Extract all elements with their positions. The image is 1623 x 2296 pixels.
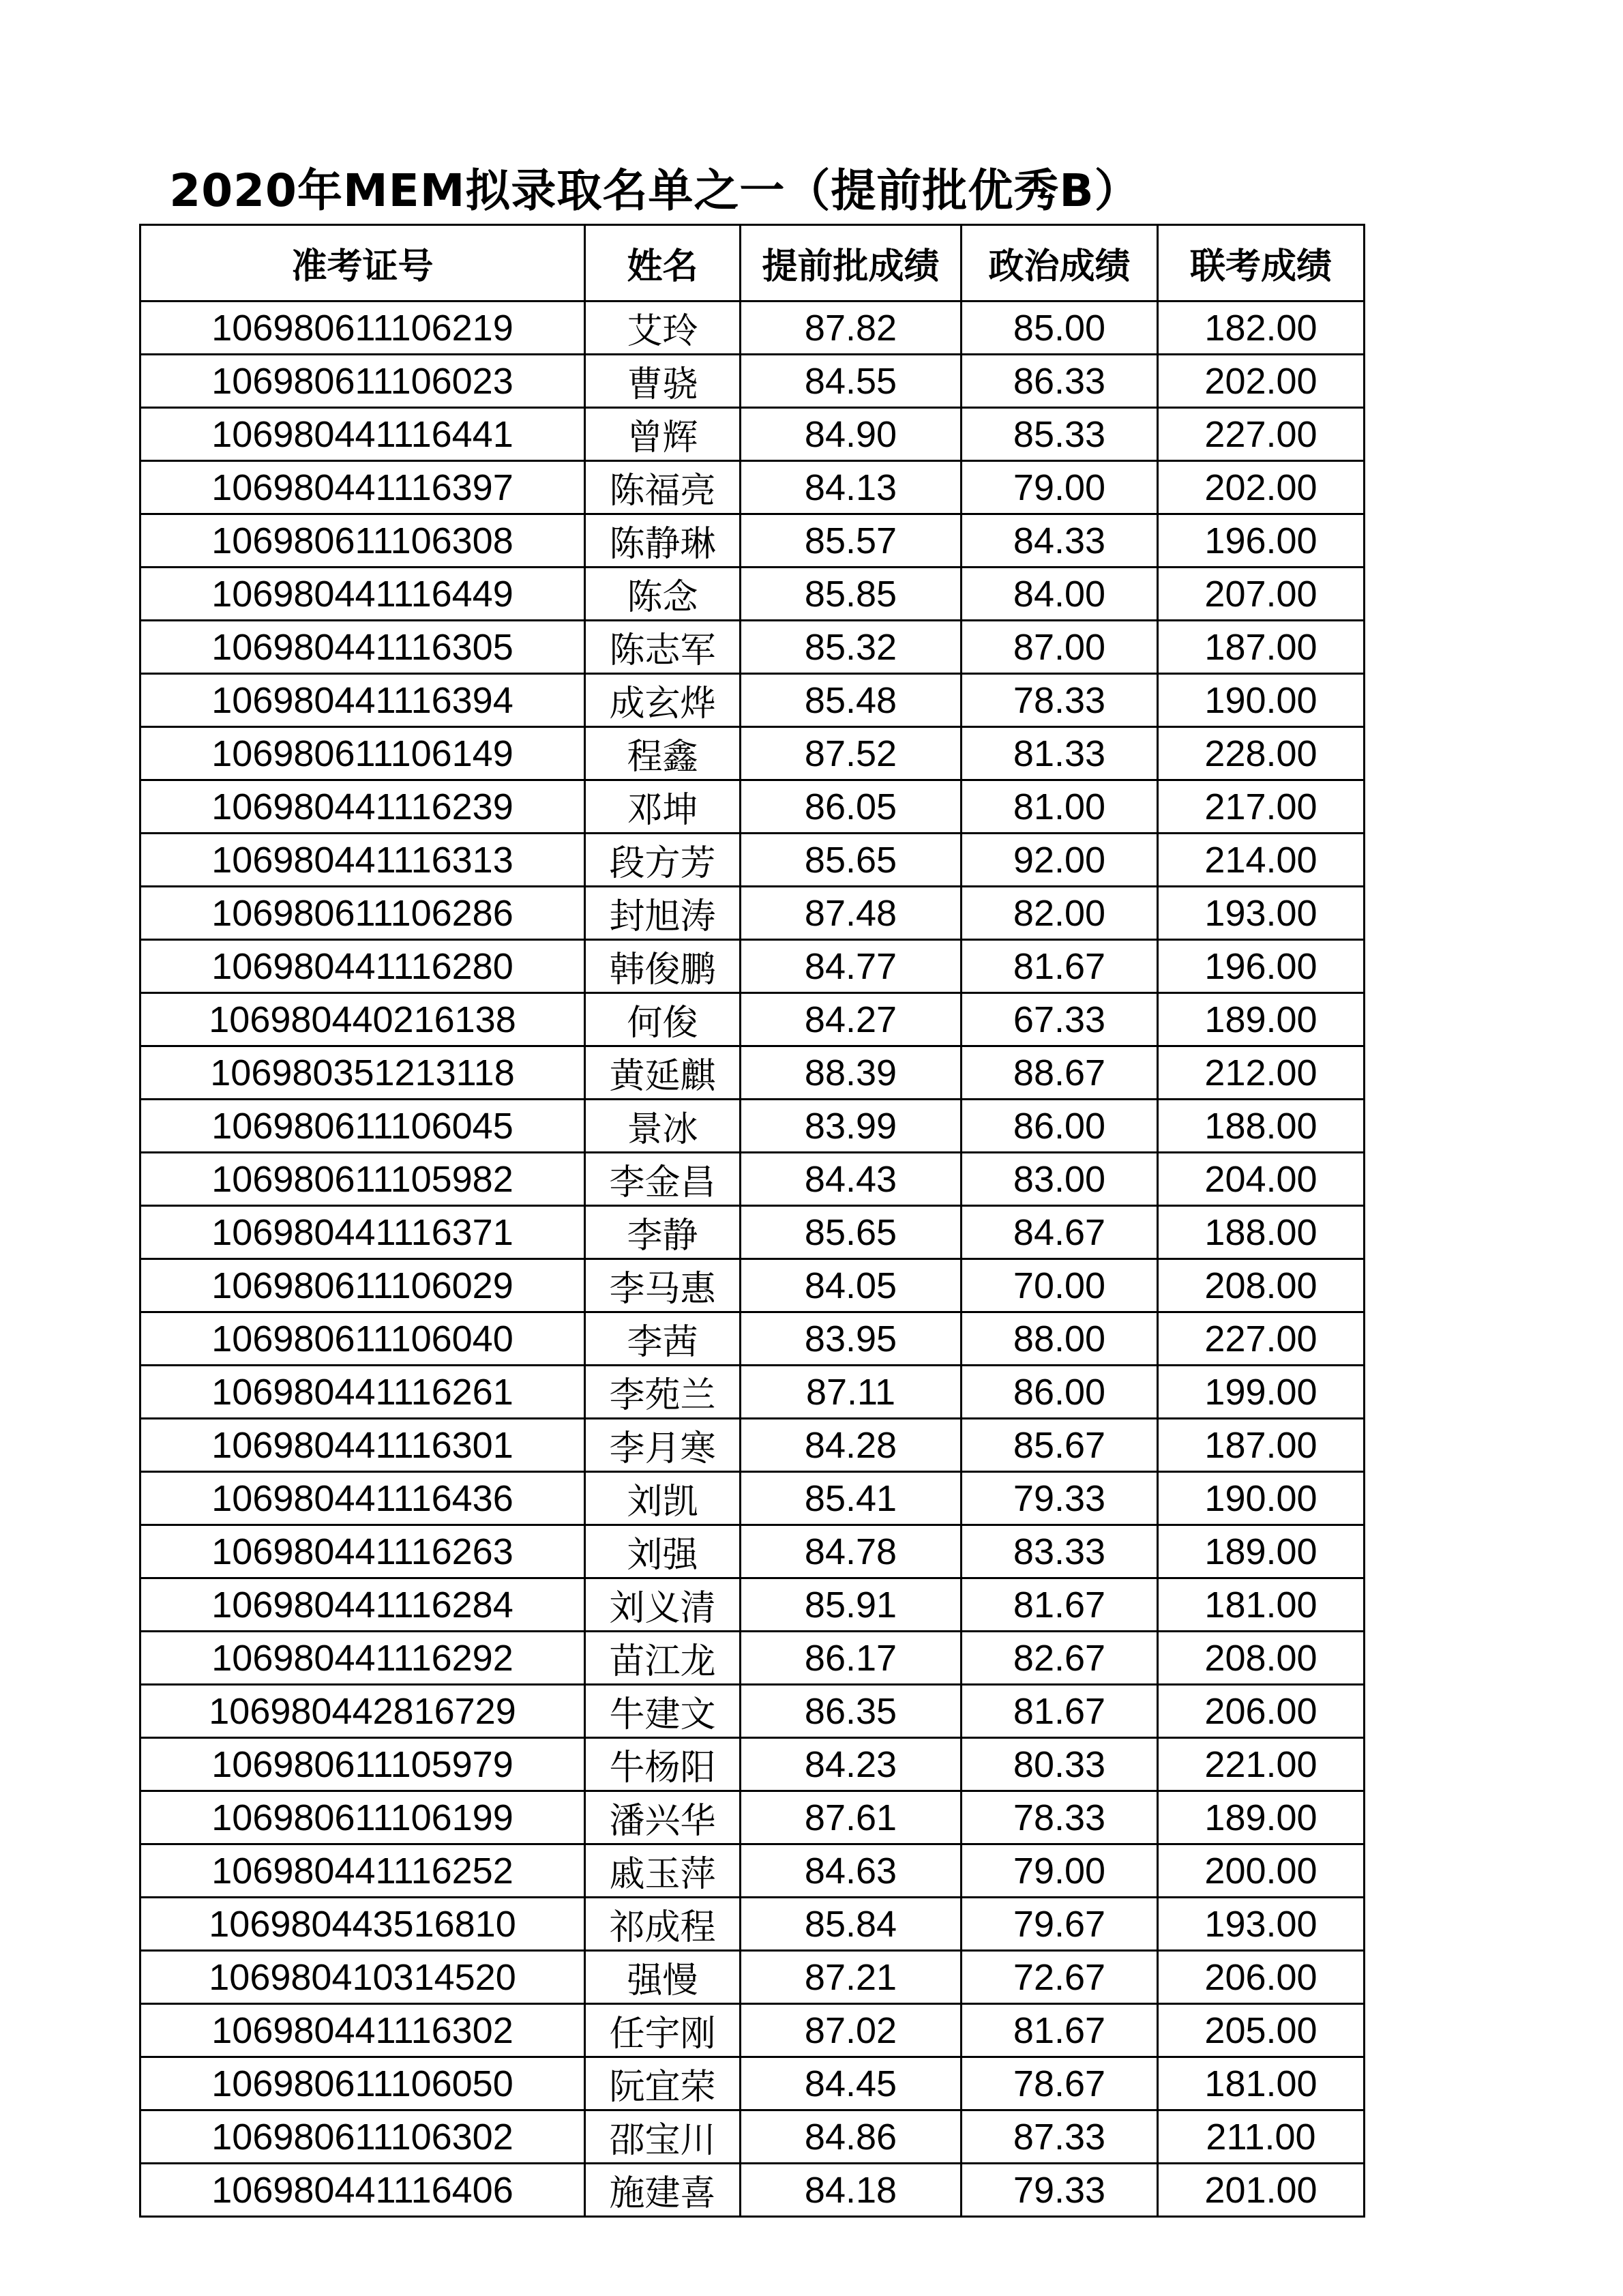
cell-politics-score: 78.67 (962, 2057, 1158, 2110)
cell-joint-exam-score: 189.00 (1158, 1525, 1365, 1578)
cell-exam-id: 106980441116263 (140, 1525, 585, 1578)
cell-exam-id: 106980441116397 (140, 461, 585, 514)
cell-joint-exam-score: 227.00 (1158, 408, 1365, 461)
cell-politics-score: 84.33 (962, 514, 1158, 568)
cell-joint-exam-score: 202.00 (1158, 355, 1365, 408)
cell-joint-exam-score: 221.00 (1158, 1738, 1365, 1791)
header-name: 姓名 (585, 225, 741, 301)
table-row (140, 993, 1365, 1046)
cell-name: 韩俊鹏 (585, 940, 741, 993)
cell-name: 何俊 (585, 993, 741, 1046)
table-row (140, 1312, 1365, 1366)
cell-name: 景冰 (585, 1100, 741, 1153)
cell-early-batch-score: 83.95 (741, 1312, 962, 1366)
cell-name: 刘义清 (585, 1578, 741, 1632)
cell-exam-id: 106980441116441 (140, 408, 585, 461)
table-row (140, 2057, 1365, 2110)
table-row (140, 1046, 1365, 1100)
cell-name: 段方芳 (585, 834, 741, 887)
cell-name: 李茜 (585, 1312, 741, 1366)
cell-exam-id: 106980441116305 (140, 621, 585, 674)
cell-politics-score: 83.33 (962, 1525, 1158, 1578)
cell-joint-exam-score: 201.00 (1158, 2164, 1365, 2217)
cell-exam-id: 106980441116302 (140, 2004, 585, 2057)
table-row (140, 1525, 1365, 1578)
cell-politics-score: 81.67 (962, 1685, 1158, 1738)
cell-name: 陈福亮 (585, 461, 741, 514)
cell-early-batch-score: 83.99 (741, 1100, 962, 1153)
cell-early-batch-score: 85.41 (741, 1472, 962, 1525)
cell-exam-id: 106980611106302 (140, 2110, 585, 2164)
cell-early-batch-score: 84.63 (741, 1844, 962, 1898)
cell-early-batch-score: 87.82 (741, 301, 962, 355)
cell-joint-exam-score: 193.00 (1158, 887, 1365, 940)
cell-joint-exam-score: 200.00 (1158, 1844, 1365, 1898)
cell-early-batch-score: 84.23 (741, 1738, 962, 1791)
cell-early-batch-score: 84.28 (741, 1419, 962, 1472)
cell-politics-score: 81.67 (962, 940, 1158, 993)
cell-early-batch-score: 84.78 (741, 1525, 962, 1578)
cell-politics-score: 87.00 (962, 621, 1158, 674)
cell-exam-id: 106980441116261 (140, 1366, 585, 1419)
cell-early-batch-score: 88.39 (741, 1046, 962, 1100)
cell-joint-exam-score: 211.00 (1158, 2110, 1365, 2164)
cell-exam-id: 106980441116313 (140, 834, 585, 887)
cell-early-batch-score: 85.65 (741, 834, 962, 887)
table-row (140, 408, 1365, 461)
cell-joint-exam-score: 189.00 (1158, 1791, 1365, 1844)
cell-joint-exam-score: 181.00 (1158, 2057, 1365, 2110)
admission-list-table (139, 224, 1365, 2218)
cell-name: 苗江龙 (585, 1632, 741, 1685)
cell-politics-score: 78.33 (962, 1791, 1158, 1844)
cell-exam-id: 106980440216138 (140, 993, 585, 1046)
table-body (140, 301, 1365, 2217)
cell-early-batch-score: 85.85 (741, 568, 962, 621)
cell-exam-id: 106980611106045 (140, 1100, 585, 1153)
cell-exam-id: 106980441116449 (140, 568, 585, 621)
cell-exam-id: 106980443516810 (140, 1898, 585, 1951)
cell-joint-exam-score: 181.00 (1158, 1578, 1365, 1632)
cell-exam-id: 106980611106308 (140, 514, 585, 568)
cell-exam-id: 106980351213118 (140, 1046, 585, 1100)
cell-exam-id: 106980441116406 (140, 2164, 585, 2217)
cell-early-batch-score: 87.52 (741, 727, 962, 780)
cell-exam-id: 106980441116284 (140, 1578, 585, 1632)
cell-exam-id: 106980611106040 (140, 1312, 585, 1366)
table-row (140, 1632, 1365, 1685)
cell-joint-exam-score: 205.00 (1158, 2004, 1365, 2057)
cell-early-batch-score: 87.02 (741, 2004, 962, 2057)
cell-name: 邵宝川 (585, 2110, 741, 2164)
cell-early-batch-score: 87.61 (741, 1791, 962, 1844)
table-row (140, 461, 1365, 514)
cell-politics-score: 79.00 (962, 1844, 1158, 1898)
cell-joint-exam-score: 188.00 (1158, 1100, 1365, 1153)
cell-exam-id: 106980611106029 (140, 1259, 585, 1312)
cell-joint-exam-score: 196.00 (1158, 940, 1365, 993)
cell-name: 阮宜荣 (585, 2057, 741, 2110)
table-row (140, 355, 1365, 408)
cell-early-batch-score: 84.77 (741, 940, 962, 993)
cell-name: 曾辉 (585, 408, 741, 461)
table-row (140, 301, 1365, 355)
cell-exam-id: 106980441116280 (140, 940, 585, 993)
cell-name: 刘强 (585, 1525, 741, 1578)
cell-name: 强慢 (585, 1951, 741, 2004)
table-row (140, 940, 1365, 993)
cell-exam-id: 106980611106199 (140, 1791, 585, 1844)
table-row (140, 1738, 1365, 1791)
cell-joint-exam-score: 187.00 (1158, 1419, 1365, 1472)
cell-name: 牛建文 (585, 1685, 741, 1738)
cell-early-batch-score: 84.90 (741, 408, 962, 461)
cell-politics-score: 67.33 (962, 993, 1158, 1046)
cell-name: 李金昌 (585, 1153, 741, 1206)
cell-name: 牛杨阳 (585, 1738, 741, 1791)
cell-exam-id: 106980611106149 (140, 727, 585, 780)
cell-name: 程鑫 (585, 727, 741, 780)
cell-joint-exam-score: 190.00 (1158, 674, 1365, 727)
table-row (140, 834, 1365, 887)
table-row (140, 1951, 1365, 2004)
cell-early-batch-score: 84.13 (741, 461, 962, 514)
cell-joint-exam-score: 217.00 (1158, 780, 1365, 834)
cell-politics-score: 86.00 (962, 1100, 1158, 1153)
cell-early-batch-score: 85.32 (741, 621, 962, 674)
cell-joint-exam-score: 206.00 (1158, 1951, 1365, 2004)
cell-early-batch-score: 85.65 (741, 1206, 962, 1259)
table-row (140, 1153, 1365, 1206)
cell-exam-id: 106980611105979 (140, 1738, 585, 1791)
cell-name: 陈静琳 (585, 514, 741, 568)
cell-exam-id: 106980611106286 (140, 887, 585, 940)
cell-early-batch-score: 87.48 (741, 887, 962, 940)
cell-name: 邓坤 (585, 780, 741, 834)
cell-politics-score: 87.33 (962, 2110, 1158, 2164)
cell-early-batch-score: 84.27 (741, 993, 962, 1046)
cell-name: 陈志军 (585, 621, 741, 674)
cell-politics-score: 79.67 (962, 1898, 1158, 1951)
cell-politics-score: 86.00 (962, 1366, 1158, 1419)
cell-name: 黄延麒 (585, 1046, 741, 1100)
cell-politics-score: 81.00 (962, 780, 1158, 834)
cell-name: 任宇刚 (585, 2004, 741, 2057)
cell-name: 祁成程 (585, 1898, 741, 1951)
cell-politics-score: 78.33 (962, 674, 1158, 727)
table-row (140, 568, 1365, 621)
cell-exam-id: 106980442816729 (140, 1685, 585, 1738)
table-row (140, 1206, 1365, 1259)
cell-exam-id: 106980441116239 (140, 780, 585, 834)
cell-early-batch-score: 84.45 (741, 2057, 962, 2110)
cell-politics-score: 86.33 (962, 355, 1158, 408)
cell-politics-score: 81.67 (962, 1578, 1158, 1632)
cell-exam-id: 106980611105982 (140, 1153, 585, 1206)
cell-politics-score: 81.33 (962, 727, 1158, 780)
table-header-row (140, 225, 1365, 301)
cell-early-batch-score: 85.57 (741, 514, 962, 568)
cell-exam-id: 106980441116301 (140, 1419, 585, 1472)
cell-early-batch-score: 84.05 (741, 1259, 962, 1312)
table-row (140, 1578, 1365, 1632)
table-row (140, 1898, 1365, 1951)
cell-name: 陈念 (585, 568, 741, 621)
cell-politics-score: 81.67 (962, 2004, 1158, 2057)
cell-joint-exam-score: 214.00 (1158, 834, 1365, 887)
cell-politics-score: 84.00 (962, 568, 1158, 621)
cell-early-batch-score: 84.55 (741, 355, 962, 408)
cell-joint-exam-score: 188.00 (1158, 1206, 1365, 1259)
header-politics-score: 政治成绩 (962, 225, 1158, 301)
cell-early-batch-score: 84.43 (741, 1153, 962, 1206)
table-row (140, 674, 1365, 727)
cell-exam-id: 106980441116394 (140, 674, 585, 727)
cell-early-batch-score: 86.05 (741, 780, 962, 834)
cell-politics-score: 79.33 (962, 2164, 1158, 2217)
cell-joint-exam-score: 208.00 (1158, 1259, 1365, 1312)
cell-politics-score: 84.67 (962, 1206, 1158, 1259)
cell-name: 施建喜 (585, 2164, 741, 2217)
table-row (140, 1685, 1365, 1738)
cell-politics-score: 85.67 (962, 1419, 1158, 1472)
cell-politics-score: 82.00 (962, 887, 1158, 940)
cell-joint-exam-score: 207.00 (1158, 568, 1365, 621)
cell-politics-score: 92.00 (962, 834, 1158, 887)
cell-early-batch-score: 85.48 (741, 674, 962, 727)
cell-joint-exam-score: 204.00 (1158, 1153, 1365, 1206)
cell-joint-exam-score: 190.00 (1158, 1472, 1365, 1525)
cell-joint-exam-score: 189.00 (1158, 993, 1365, 1046)
cell-joint-exam-score: 227.00 (1158, 1312, 1365, 1366)
header-exam-id: 准考证号 (140, 225, 585, 301)
page-title: 2020年MEM拟录取名单之一（提前批优秀B） (169, 164, 1140, 217)
cell-politics-score: 72.67 (962, 1951, 1158, 2004)
cell-joint-exam-score: 208.00 (1158, 1632, 1365, 1685)
cell-joint-exam-score: 193.00 (1158, 1898, 1365, 1951)
cell-politics-score: 79.00 (962, 461, 1158, 514)
cell-politics-score: 88.00 (962, 1312, 1158, 1366)
cell-joint-exam-score: 182.00 (1158, 301, 1365, 355)
cell-name: 李月寒 (585, 1419, 741, 1472)
table-row (140, 2164, 1365, 2217)
cell-exam-id: 106980611106050 (140, 2057, 585, 2110)
table-row (140, 1472, 1365, 1525)
cell-joint-exam-score: 202.00 (1158, 461, 1365, 514)
cell-joint-exam-score: 212.00 (1158, 1046, 1365, 1100)
cell-name: 李马惠 (585, 1259, 741, 1312)
cell-joint-exam-score: 196.00 (1158, 514, 1365, 568)
cell-exam-id: 106980441116292 (140, 1632, 585, 1685)
cell-politics-score: 80.33 (962, 1738, 1158, 1791)
table-row (140, 1791, 1365, 1844)
table-row (140, 1419, 1365, 1472)
table-row (140, 780, 1365, 834)
cell-name: 艾玲 (585, 301, 741, 355)
header-joint-exam-score: 联考成绩 (1158, 225, 1365, 301)
header-early-batch-score: 提前批成绩 (741, 225, 962, 301)
cell-exam-id: 106980611106023 (140, 355, 585, 408)
table-row (140, 1366, 1365, 1419)
table-row (140, 1844, 1365, 1898)
cell-exam-id: 106980611106219 (140, 301, 585, 355)
cell-early-batch-score: 85.91 (741, 1578, 962, 1632)
cell-politics-score: 85.33 (962, 408, 1158, 461)
cell-early-batch-score: 86.35 (741, 1685, 962, 1738)
cell-politics-score: 79.33 (962, 1472, 1158, 1525)
cell-name: 潘兴华 (585, 1791, 741, 1844)
cell-early-batch-score: 85.84 (741, 1898, 962, 1951)
table-row (140, 727, 1365, 780)
table-row (140, 1100, 1365, 1153)
cell-name: 刘凯 (585, 1472, 741, 1525)
cell-early-batch-score: 87.11 (741, 1366, 962, 1419)
table-row (140, 514, 1365, 568)
cell-name: 李苑兰 (585, 1366, 741, 1419)
cell-early-batch-score: 84.86 (741, 2110, 962, 2164)
table-row (140, 2110, 1365, 2164)
cell-politics-score: 85.00 (962, 301, 1158, 355)
cell-exam-id: 106980410314520 (140, 1951, 585, 2004)
table-row (140, 621, 1365, 674)
cell-politics-score: 83.00 (962, 1153, 1158, 1206)
cell-name: 戚玉萍 (585, 1844, 741, 1898)
cell-early-batch-score: 87.21 (741, 1951, 962, 2004)
cell-politics-score: 82.67 (962, 1632, 1158, 1685)
cell-joint-exam-score: 187.00 (1158, 621, 1365, 674)
cell-exam-id: 106980441116371 (140, 1206, 585, 1259)
cell-name: 成玄烨 (585, 674, 741, 727)
cell-exam-id: 106980441116436 (140, 1472, 585, 1525)
cell-name: 曹骁 (585, 355, 741, 408)
cell-early-batch-score: 86.17 (741, 1632, 962, 1685)
cell-exam-id: 106980441116252 (140, 1844, 585, 1898)
cell-joint-exam-score: 206.00 (1158, 1685, 1365, 1738)
cell-politics-score: 70.00 (962, 1259, 1158, 1312)
table-row (140, 2004, 1365, 2057)
cell-joint-exam-score: 199.00 (1158, 1366, 1365, 1419)
table-row (140, 887, 1365, 940)
cell-name: 封旭涛 (585, 887, 741, 940)
cell-joint-exam-score: 228.00 (1158, 727, 1365, 780)
cell-early-batch-score: 84.18 (741, 2164, 962, 2217)
table-row (140, 1259, 1365, 1312)
cell-name: 李静 (585, 1206, 741, 1259)
cell-politics-score: 88.67 (962, 1046, 1158, 1100)
